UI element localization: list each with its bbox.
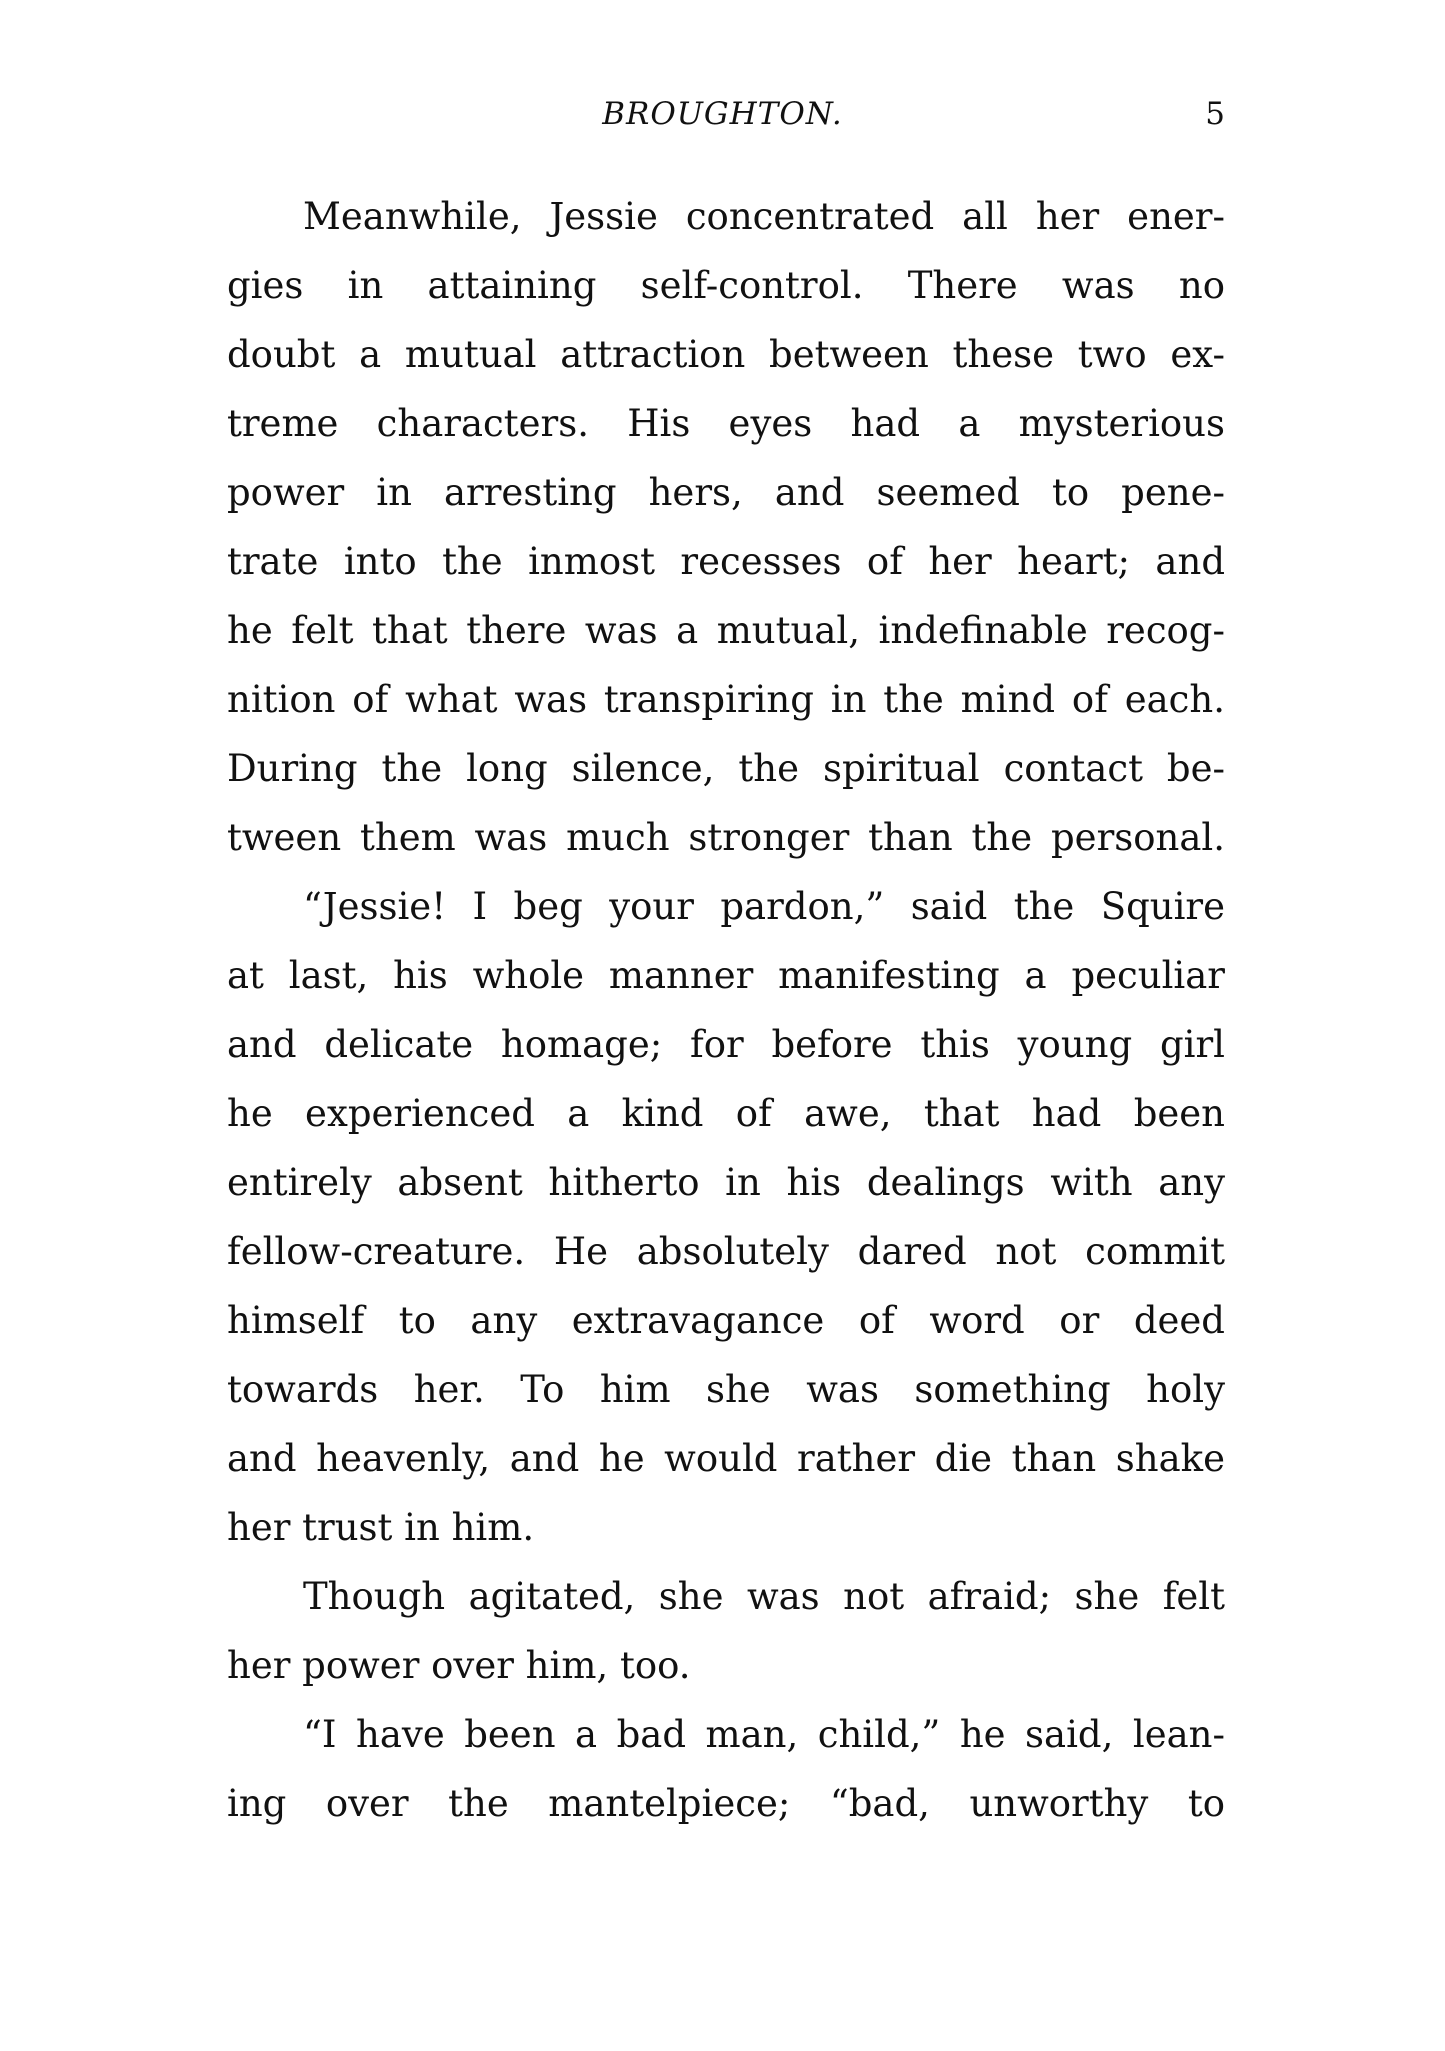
text-line: he experienced a kind of awe, that had been (227, 1092, 1225, 1135)
text-line: he felt that there was a mutual, indefinable recog- (227, 609, 1225, 652)
text-line: treme characters. His eyes had a mysterious (227, 402, 1225, 445)
text-line: gies in attaining self-control. There was no (227, 264, 1225, 307)
text-line: “I have been a bad man, child,” he said, lean- (303, 1713, 1225, 1756)
text-line: and delicate homage; for before this young girl (227, 1023, 1225, 1066)
text-line: nition of what was transpiring in the mind of each. (227, 678, 1225, 721)
text-line: Though agitated, she was not afraid; she felt (303, 1575, 1225, 1618)
text-line: doubt a mutual attraction between these two ex- (227, 333, 1225, 376)
text-line: fellow-creature. He absolutely dared not commit (227, 1230, 1225, 1273)
text-line: and heavenly, and he would rather die than shake (227, 1437, 1225, 1480)
text-line: her power over him, too. (227, 1644, 691, 1687)
text-line: tween them was much stronger than the personal. (227, 816, 1225, 859)
text-line: entirely absent hitherto in his dealings with any (227, 1161, 1225, 1204)
text-line: at last, his whole manner manifesting a peculiar (227, 954, 1225, 997)
text-line: During the long silence, the spiritual contact be- (227, 747, 1225, 790)
page-header (0, 96, 1445, 136)
text-line: ing over the mantelpiece; “bad, unworthy to (227, 1782, 1225, 1825)
text-line: himself to any extravagance of word or deed (227, 1299, 1225, 1342)
text-line: power in arresting hers, and seemed to pene- (227, 471, 1225, 514)
page-number: 5 (1205, 96, 1225, 132)
running-head: BROUGHTON. (602, 96, 843, 132)
text-line: her trust in him. (227, 1506, 535, 1549)
text-line: Meanwhile, Jessie concentrated all her ener- (303, 195, 1225, 238)
text-line: towards her. To him she was something holy (227, 1368, 1225, 1411)
text-line: “Jessie! I beg your pardon,” said the Squire (303, 885, 1225, 928)
text-line: trate into the inmost recesses of her heart; and (227, 540, 1225, 583)
body-text (227, 182, 1225, 1838)
